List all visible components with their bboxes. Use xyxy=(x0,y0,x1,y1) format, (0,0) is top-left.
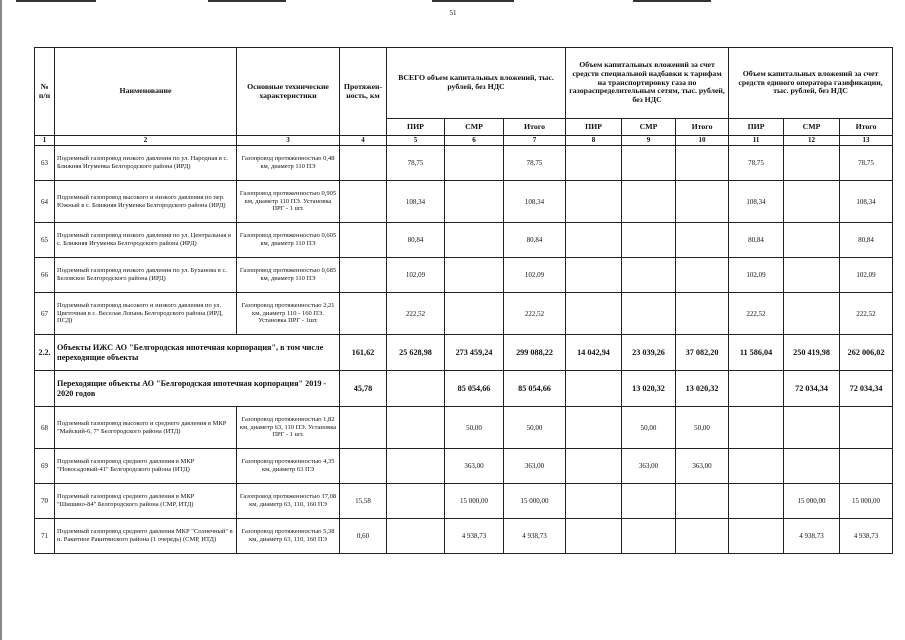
operator-smr xyxy=(784,293,840,335)
tech-spec: Газопровод протяженностью 17,08 км, диаметр 63, 110, 160 ПЭ xyxy=(237,484,340,519)
scan-line xyxy=(208,0,286,2)
length-value xyxy=(340,146,387,181)
total-itogo: 50,00 xyxy=(504,407,566,449)
special-itogo: 363,00 xyxy=(676,449,729,484)
special-itogo: 50,00 xyxy=(676,407,729,449)
object-name: Подземный газопровод низкого давления по ул. Народная в с. Ближняя Игуменка Белгородского района (ИРД) xyxy=(55,146,237,181)
special-itogo xyxy=(676,181,729,223)
operator-itogo: 108,34 xyxy=(840,181,893,223)
special-smr xyxy=(622,484,676,519)
section-name: Объекты ИЖС АО "Белгородская ипотечная корпорация", в том числе переходящие объекты xyxy=(55,335,340,371)
object-name: Подземный газопровод среднего давления МКР "Солнечный" в п. Ракитное Ракитянского района (1 очередь) (СМР, ИТД) xyxy=(55,519,237,554)
header-itogo: Итого xyxy=(840,119,893,136)
row-index: 69 xyxy=(35,449,55,484)
scan-line xyxy=(432,0,514,2)
col-number: 13 xyxy=(840,136,893,146)
operator-pir xyxy=(729,519,784,554)
operator-pir: 108,34 xyxy=(729,181,784,223)
header-operator-group: Объем капитальных вложений за счет средств единого оператора газификации, тыс. рублей, без НДС xyxy=(729,48,893,119)
total-pir: 78,75 xyxy=(387,146,445,181)
col-number: 6 xyxy=(445,136,504,146)
object-name: Подземный газопровод среднего давления в МКР "Новосадовый-41" Белгородского района (ИТД) xyxy=(55,449,237,484)
operator-itogo: 80,84 xyxy=(840,223,893,258)
tech-spec: Газопровод протяженностью 0,685 км, диаметр 110 ПЭ xyxy=(237,258,340,293)
operator-itogo xyxy=(840,407,893,449)
row-index: 67 xyxy=(35,293,55,335)
object-name: Подземный газопровод высокого и среднего давления в МКР "Майский-6, 7" Белгородского района (ИТД) xyxy=(55,407,237,449)
col-number: 2 xyxy=(55,136,237,146)
special-smr xyxy=(622,293,676,335)
operator-itogo: 262 006,02 xyxy=(840,335,893,371)
object-name: Подземный газопровод низкого давления по ул. Центральная в с. Ближняя Игуменка Белгородского района (ИРД) xyxy=(55,223,237,258)
special-itogo xyxy=(676,258,729,293)
col-number: 8 xyxy=(566,136,622,146)
investment-table xyxy=(34,47,893,554)
object-name: Подземный газопровод высокого и низкого давления по ул. Цветочная в с. Веселая Лопань Белгородского района (ИРД, ПСД) xyxy=(55,293,237,335)
total-itogo: 363,00 xyxy=(504,449,566,484)
total-pir xyxy=(387,519,445,554)
special-pir xyxy=(566,181,622,223)
total-smr: 273 459,24 xyxy=(445,335,504,371)
row-index: 65 xyxy=(35,223,55,258)
special-itogo: 37 082,20 xyxy=(676,335,729,371)
tech-spec: Газопровод протяженностью 2,21 км, диаметр 110 - 160 ПЭ. Установка ПРГ - 1шт. xyxy=(237,293,340,335)
special-pir xyxy=(566,146,622,181)
special-pir xyxy=(566,258,622,293)
operator-smr xyxy=(784,223,840,258)
total-smr xyxy=(445,258,504,293)
total-smr: 15 000,00 xyxy=(445,484,504,519)
operator-pir xyxy=(729,371,784,407)
table-row xyxy=(35,449,893,484)
table-row xyxy=(35,223,893,258)
special-pir xyxy=(566,449,622,484)
subsection-name: Переходящие объекты АО "Белгородская ипотечная корпорация" 2019 - 2020 годов xyxy=(55,371,340,407)
special-pir xyxy=(566,407,622,449)
tech-spec: Газопровод протяженностью 0,605 км, диаметр 110 ПЭ xyxy=(237,223,340,258)
table-row xyxy=(35,293,893,335)
special-itogo xyxy=(676,519,729,554)
total-pir: 102,09 xyxy=(387,258,445,293)
operator-pir: 80,84 xyxy=(729,223,784,258)
section-index xyxy=(35,371,55,407)
operator-itogo: 222,52 xyxy=(840,293,893,335)
column-number-row xyxy=(35,136,893,146)
table-row xyxy=(35,484,893,519)
col-number: 10 xyxy=(676,136,729,146)
special-smr xyxy=(622,258,676,293)
special-smr xyxy=(622,223,676,258)
header-name: Наименование xyxy=(55,48,237,136)
length-value: 0,60 xyxy=(340,519,387,554)
special-itogo xyxy=(676,146,729,181)
total-smr xyxy=(445,223,504,258)
length-value: 161,62 xyxy=(340,335,387,371)
total-pir xyxy=(387,407,445,449)
header-row xyxy=(35,48,893,119)
header-tech: Основные технические характеристики xyxy=(237,48,340,136)
subsection-total-row xyxy=(35,371,893,407)
special-smr: 50,00 xyxy=(622,407,676,449)
operator-smr xyxy=(784,449,840,484)
special-pir xyxy=(566,484,622,519)
total-pir: 108,34 xyxy=(387,181,445,223)
total-pir: 25 628,98 xyxy=(387,335,445,371)
table-row xyxy=(35,407,893,449)
scan-line xyxy=(633,0,711,2)
tech-spec: Газопровод протяженностью 4,35 км, диаметр 63 ПЭ xyxy=(237,449,340,484)
operator-smr: 250 419,98 xyxy=(784,335,840,371)
object-name: Подземный газопровод среднего давления в МКР "Шишино-84" Белгородского района (СМР, ИТД) xyxy=(55,484,237,519)
special-itogo xyxy=(676,484,729,519)
header-pir: ПИР xyxy=(566,119,622,136)
special-pir: 14 042,94 xyxy=(566,335,622,371)
total-itogo: 15 000,00 xyxy=(504,484,566,519)
section-index: 2.2. xyxy=(35,335,55,371)
scan-edge xyxy=(0,0,2,640)
section-total-row xyxy=(35,335,893,371)
total-smr: 85 054,66 xyxy=(445,371,504,407)
total-pir xyxy=(387,371,445,407)
length-value xyxy=(340,449,387,484)
operator-smr xyxy=(784,258,840,293)
operator-pir xyxy=(729,484,784,519)
header-pir: ПИР xyxy=(387,119,445,136)
page-number: 51 xyxy=(449,9,457,17)
special-smr xyxy=(622,519,676,554)
operator-pir: 102,09 xyxy=(729,258,784,293)
length-value xyxy=(340,258,387,293)
col-number: 7 xyxy=(504,136,566,146)
total-itogo: 78,75 xyxy=(504,146,566,181)
col-number: 3 xyxy=(237,136,340,146)
total-itogo: 299 088,22 xyxy=(504,335,566,371)
operator-itogo: 72 034,34 xyxy=(840,371,893,407)
col-number: 5 xyxy=(387,136,445,146)
header-smr: СМР xyxy=(445,119,504,136)
col-number: 11 xyxy=(729,136,784,146)
header-pir: ПИР xyxy=(729,119,784,136)
tech-spec: Газопровод протяженностью 1,82 км, диаметр 63, 110 ПЭ. Установка ПРГ - 1 шт. xyxy=(237,407,340,449)
operator-smr xyxy=(784,181,840,223)
header-itogo: Итого xyxy=(676,119,729,136)
length-value: 45,78 xyxy=(340,371,387,407)
header-num: № п/п xyxy=(35,48,55,136)
operator-itogo: 4 938,73 xyxy=(840,519,893,554)
tech-spec: Газопровод протяженностью 0,48 км, диаметр 110 ПЭ xyxy=(237,146,340,181)
special-smr: 13 020,32 xyxy=(622,371,676,407)
row-index: 68 xyxy=(35,407,55,449)
total-smr xyxy=(445,146,504,181)
special-smr: 23 039,26 xyxy=(622,335,676,371)
operator-pir: 11 586,04 xyxy=(729,335,784,371)
table-row xyxy=(35,258,893,293)
row-index: 63 xyxy=(35,146,55,181)
header-smr: СМР xyxy=(784,119,840,136)
special-smr xyxy=(622,146,676,181)
total-itogo: 4 938,73 xyxy=(504,519,566,554)
col-number: 12 xyxy=(784,136,840,146)
table-row xyxy=(35,519,893,554)
table-row xyxy=(35,181,893,223)
length-value xyxy=(340,293,387,335)
col-number: 9 xyxy=(622,136,676,146)
header-smr: СМР xyxy=(622,119,676,136)
operator-pir: 78,75 xyxy=(729,146,784,181)
operator-pir: 222,52 xyxy=(729,293,784,335)
row-index: 70 xyxy=(35,484,55,519)
header-total-group: ВСЕГО объем капитальных вложений, тыс. рублей, без НДС xyxy=(387,48,566,119)
header-special-group: Объем капитальных вложений за счет средств специальной надбавки к тарифам на транспортировку газа по газораспределительным сетям, тыс. рублей, без НДС xyxy=(566,48,729,119)
total-smr xyxy=(445,181,504,223)
total-pir xyxy=(387,449,445,484)
tech-spec: Газопровод протяженностью 0,905 км, диаметр 110 ПЭ. Установка ПРГ - 1 шт. xyxy=(237,181,340,223)
total-smr: 4 938,73 xyxy=(445,519,504,554)
operator-smr: 72 034,34 xyxy=(784,371,840,407)
length-value xyxy=(340,223,387,258)
total-itogo: 85 054,66 xyxy=(504,371,566,407)
special-smr xyxy=(622,181,676,223)
operator-itogo: 78,75 xyxy=(840,146,893,181)
row-index: 71 xyxy=(35,519,55,554)
operator-smr xyxy=(784,146,840,181)
operator-pir xyxy=(729,407,784,449)
operator-smr: 15 000,00 xyxy=(784,484,840,519)
length-value: 15,58 xyxy=(340,484,387,519)
special-pir xyxy=(566,223,622,258)
col-number: 4 xyxy=(340,136,387,146)
total-smr: 363,00 xyxy=(445,449,504,484)
total-itogo: 102,09 xyxy=(504,258,566,293)
length-value xyxy=(340,181,387,223)
scan-line xyxy=(16,0,96,2)
operator-itogo: 15 000,00 xyxy=(840,484,893,519)
row-index: 66 xyxy=(35,258,55,293)
total-itogo: 80,84 xyxy=(504,223,566,258)
special-pir xyxy=(566,371,622,407)
row-index: 64 xyxy=(35,181,55,223)
operator-itogo: 102,09 xyxy=(840,258,893,293)
total-pir: 80,84 xyxy=(387,223,445,258)
header-length: Протяжен-ность, км xyxy=(340,48,387,136)
operator-pir xyxy=(729,449,784,484)
operator-smr xyxy=(784,407,840,449)
table-row xyxy=(35,146,893,181)
total-smr xyxy=(445,293,504,335)
total-itogo: 108,34 xyxy=(504,181,566,223)
total-smr: 50,00 xyxy=(445,407,504,449)
operator-itogo xyxy=(840,449,893,484)
special-pir xyxy=(566,519,622,554)
object-name: Подземный газопровод высокого и низкого давления по пер. Южный в с. Ближняя Игуменка Белгородского района (ИРД) xyxy=(55,181,237,223)
special-itogo: 13 020,32 xyxy=(676,371,729,407)
special-smr: 363,00 xyxy=(622,449,676,484)
total-pir xyxy=(387,484,445,519)
special-itogo xyxy=(676,293,729,335)
total-pir: 222,52 xyxy=(387,293,445,335)
tech-spec: Газопровод протяженностью 5,38 км, диаметр 63, 110, 160 ПЭ xyxy=(237,519,340,554)
operator-smr: 4 938,73 xyxy=(784,519,840,554)
header-itogo: Итого xyxy=(504,119,566,136)
special-itogo xyxy=(676,223,729,258)
col-number: 1 xyxy=(35,136,55,146)
total-itogo: 222,52 xyxy=(504,293,566,335)
length-value xyxy=(340,407,387,449)
object-name: Подземный газопровод низкого давления по ул. Буханова в с. Беловское Белгородского района (ИРД) xyxy=(55,258,237,293)
special-pir xyxy=(566,293,622,335)
